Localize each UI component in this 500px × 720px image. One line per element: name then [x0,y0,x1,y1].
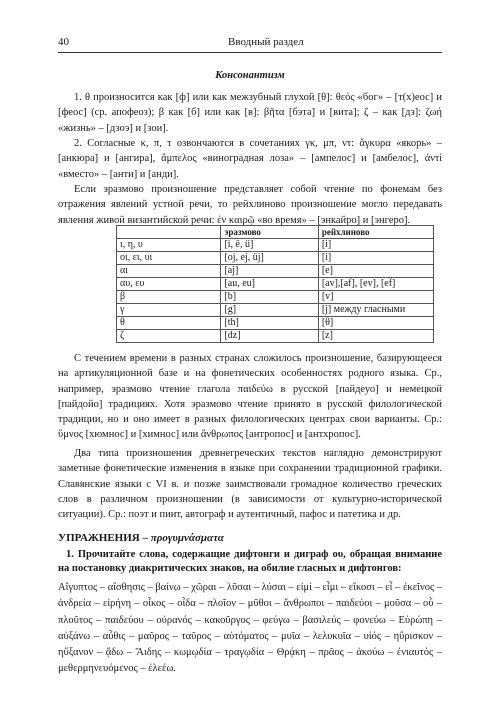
section-title: Вводный раздел [228,36,304,48]
table-row [117,330,434,343]
paragraph-national-traditions: С течением времени в разных странах сложилось произношение, базирующееся на артикуляционной базе и на фонетических особенностях родного языка. Ср., например, эразмово чтение глагола παιδεύω в русской [пайдеуо] и немецкой [пайдойо] традициях. Хотя эразмово чтение принято в русской филологической традиции, но и оно имеет в разных филологических центрах свои варианты. Ср.: ὕμνος [хюмнос] и [химнос] или ἄνθρωπος [антропос] и [антхропос]. [58,353,442,441]
table-row [117,252,434,265]
table-header-cell [117,226,221,239]
table-cell: [j] между гласными [318,304,433,317]
table-cell: [oj, ej, üj] [221,252,318,265]
table-cell: [i, ē, ü] [221,239,318,252]
table-cell: [v] [318,291,433,304]
table-cell: αυ, ευ [117,278,221,291]
table-cell: [th] [221,317,318,330]
table-cell: [g] [221,304,318,317]
table-cell: [i] [318,252,433,265]
table-cell: θ [117,317,221,330]
table-cell: [b] [221,291,318,304]
table-row [117,317,434,330]
table-cell: [aj] [221,265,318,278]
exercise-1-instruction: 1. Прочитайте слова, содержащие дифтонги и диграф ου, обращая внимание на постановку диакритических знаков, на обилие гласных и дифтонгов: [58,549,442,574]
table-cell: [i] [318,239,433,252]
consonantism-heading: Консонантизм [215,70,285,81]
paragraph-voicing: 2. Согласные κ, π, τ озвончаются в сочетаниях γκ, μπ, ντ: ἄγκυρα «якорь» – [анкюра] и [ангира], ἄμπελος «виноградная лоза» – [ампелос] и [амбелос], ἀντί «вместо» – [анти] и [анди]. [58,138,442,180]
table-row [117,278,434,291]
paragraph-slavic-borrowings: Два типа произношения древнегреческих текстов наглядно демонстрируют заметные фонетические изменения в языке при сохранении традиционной графики. Славянские языки с VI в. и позже заимствовали громадное количество греческих слов в различном произношении (в зависимости от культурно-исторической ситуации). Ср.: поэт и пиит, автограф и аутентичный, пафос и патетика и др. [58,448,442,521]
table-cell: [au, eu] [221,278,318,291]
paragraph-theta: 1. θ произносится как [ф] или как межзубный глухой [θ]: θεός «бог» – [т(х)еос] и [феос] (ср. апофеоз); β как [б] или как [в]: βῆτα [бэта] и [вита]; ζ – как [дз]: ζωή «жизнь» – [дзоэ] и [зои]. [58,92,442,134]
table-row [117,291,434,304]
page-number: 40 [58,36,69,48]
table-cell: [z] [318,330,433,343]
table-cell: ι, η, υ [117,239,221,252]
paragraph-erasmian-reuchlinian: Если эразмово произношение представляет собой чтение по фонемам без отражения явлений устной речи, то рейхлиново произношение могло передавать явления живой византийской речи: ἐν καιρῷ «во время» – [энкайро] и [энгеро]. [58,184,442,226]
table-cell: [e] [318,265,433,278]
table-row [117,304,434,317]
table-cell: [av],[af], [ev], [ef] [318,278,433,291]
table-cell: οι, ει, υι [117,252,221,265]
table-cell: [dz] [221,330,318,343]
table-row [117,239,434,252]
table-cell: γ [117,304,221,317]
table-header-row [117,226,434,239]
pronunciation-table [116,225,434,343]
table-cell: ζ [117,330,221,343]
table-row [117,265,434,278]
table-header-cell: рейхлиново [318,226,433,239]
exercises-heading-text: УПРАЖНЕНИЯ – [58,532,151,544]
table-header-cell: эразмово [221,226,318,239]
exercise-1-word-list: Αἴγυπτος – αἴσθησις – βαίνω – χῶραι – λῦσαι – λύσαι – εἰμί – εἶμι – εἴκοσι – εἶ – ἐκεῖνος – ἀνδρεία – εἰρήνη – οἶκος – οἶδα – πλοῖον – μῦθοι – ἄνθρωποι – παιδεύοι – μοῦσα – οὗ – πλοῦτος – παιδεύου – οὐρανός – κακοῦργος – φεύγω – βασιλεύς – φονεύω – Εὐρώπη – αὐξάνω – αὖθις – μαῦρος – ταῦρος – αὐτόματος – μυῖα – λελυκυῖα – υἱός – ηὕρισκον – ηὔξανον – ᾄδω – Ἅιδης – κωμῳδία – τραγῳδία – Θρᾴκη – πρᾶος – ἀκούω – ἐνιαυτός – μεθερμηνευόμενος – ἐλεέω. [58,582,442,675]
table-cell: [θ] [318,317,433,330]
table-cell: β [117,291,221,304]
exercises-heading [58,532,224,544]
table-cell: αι [117,265,221,278]
exercises-heading-greek: προγυμνάσματα [150,532,224,544]
running-head [58,36,442,53]
